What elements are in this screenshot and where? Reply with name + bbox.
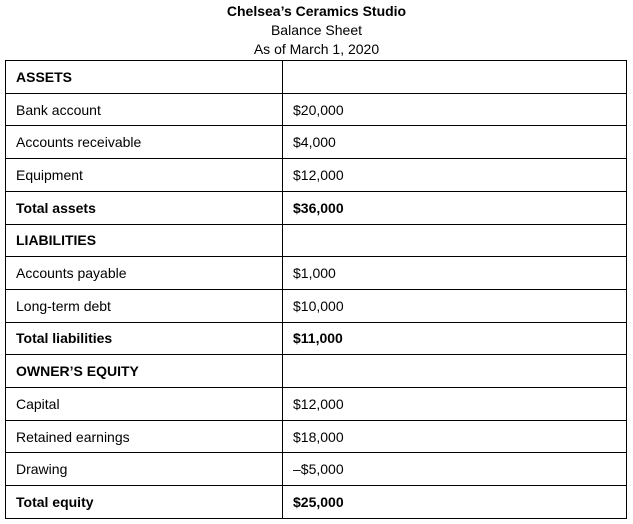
row-value: $11,000: [283, 322, 627, 355]
row-label: Long-term debt: [6, 289, 283, 322]
row-value: $36,000: [283, 191, 627, 224]
row-label: Equipment: [6, 159, 283, 192]
row-label: LIABILITIES: [6, 224, 283, 257]
document-header: [0, 0, 633, 59]
row-value: [283, 355, 627, 388]
balance-sheet-table: [5, 60, 627, 519]
page-date-line: As of March 1, 2020: [253, 41, 380, 57]
row-label: Total liabilities: [6, 322, 283, 355]
table-row: [6, 486, 627, 519]
table-row: [6, 224, 627, 257]
row-value: $12,000: [283, 159, 627, 192]
row-value: $25,000: [283, 486, 627, 519]
table-row: [6, 420, 627, 453]
row-label: Accounts receivable: [6, 126, 283, 159]
page-title: Chelsea’s Ceramics Studio: [226, 3, 407, 19]
table-row: [6, 388, 627, 421]
row-label: Drawing: [6, 453, 283, 486]
row-label: Retained earnings: [6, 420, 283, 453]
row-value: $12,000: [283, 388, 627, 421]
row-value: $20,000: [283, 93, 627, 126]
table-row: [6, 453, 627, 486]
page-subtitle: Balance Sheet: [270, 22, 363, 38]
table-row: [6, 257, 627, 290]
row-label: OWNER’S EQUITY: [6, 355, 283, 388]
table-row: [6, 191, 627, 224]
table-row: [6, 322, 627, 355]
table-body: [6, 61, 627, 519]
table-row: [6, 159, 627, 192]
table-row: [6, 355, 627, 388]
row-value: $18,000: [283, 420, 627, 453]
row-label: Total assets: [6, 191, 283, 224]
row-label: Bank account: [6, 93, 283, 126]
row-label: ASSETS: [6, 61, 283, 94]
row-value: –$5,000: [283, 453, 627, 486]
row-label: Capital: [6, 388, 283, 421]
row-value: $4,000: [283, 126, 627, 159]
table-row: [6, 61, 627, 94]
row-value: [283, 224, 627, 257]
row-value: $10,000: [283, 289, 627, 322]
row-value: $1,000: [283, 257, 627, 290]
row-value: [283, 61, 627, 94]
row-label: Total equity: [6, 486, 283, 519]
table-row: [6, 93, 627, 126]
table-row: [6, 289, 627, 322]
table-row: [6, 126, 627, 159]
row-label: Accounts payable: [6, 257, 283, 290]
